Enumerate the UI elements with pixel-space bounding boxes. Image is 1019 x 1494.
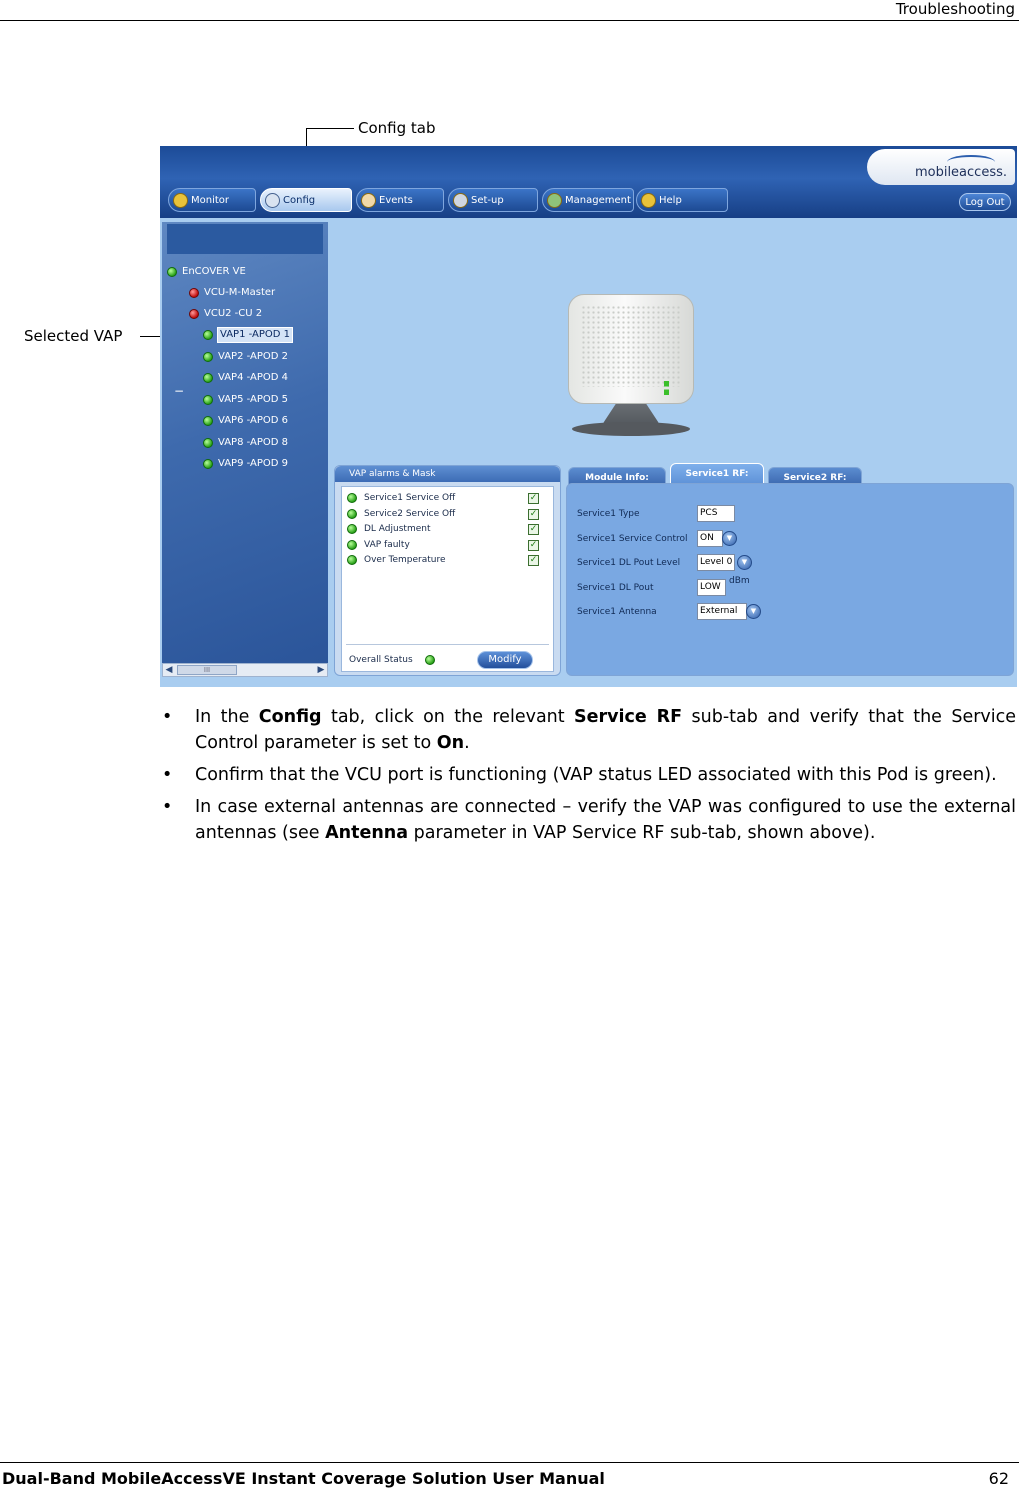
mobileaccess-logo bbox=[867, 149, 1015, 185]
subtab-service1-rf[interactable]: Service1 RF: bbox=[670, 463, 764, 487]
tree-node-vap1-selected[interactable]: VAP1 -APOD 1 bbox=[217, 327, 293, 343]
events-icon bbox=[361, 193, 376, 208]
device-vent-grid bbox=[581, 305, 681, 387]
config-callout-line bbox=[306, 128, 354, 129]
tab-management[interactable] bbox=[542, 188, 634, 212]
top-bar bbox=[160, 146, 1017, 218]
tree-header bbox=[167, 224, 323, 254]
footer-title: Dual-Band MobileAccessVE Instant Coverage Solution User Manual bbox=[2, 1469, 605, 1488]
alarm-mask-checkbox[interactable]: ✓ bbox=[529, 555, 538, 565]
status-led-icon bbox=[203, 395, 213, 405]
chevron-down-icon[interactable]: ▼ bbox=[722, 531, 737, 546]
tree-node-vap9[interactable]: VAP9 -APOD 9 bbox=[218, 458, 288, 469]
tab-setup-label: Set-up bbox=[471, 195, 504, 206]
overall-status-label: Overall Status bbox=[349, 655, 413, 665]
status-led-icon bbox=[203, 373, 213, 383]
overall-status-led-icon bbox=[425, 655, 435, 665]
tree-node-vcu-master[interactable]: VCU-M-Master bbox=[204, 287, 276, 298]
field-label: Service1 DL Pout bbox=[577, 583, 654, 593]
alarm-label: VAP faulty bbox=[364, 540, 410, 550]
scroll-left-icon[interactable]: ◀ bbox=[165, 665, 173, 675]
status-led-icon bbox=[203, 352, 213, 362]
tab-monitor-label: Monitor bbox=[191, 195, 230, 206]
bullet-item bbox=[160, 794, 1016, 846]
device-tree-panel bbox=[162, 222, 328, 675]
tab-events[interactable] bbox=[356, 188, 444, 212]
bullet-item bbox=[160, 762, 1016, 788]
dl-pout-field: LOW bbox=[697, 579, 726, 596]
tab-events-label: Events bbox=[379, 195, 413, 206]
help-icon bbox=[641, 193, 656, 208]
bullet-item bbox=[160, 704, 1016, 756]
status-led-icon bbox=[189, 288, 199, 298]
tab-monitor[interactable] bbox=[168, 188, 256, 212]
bullet-bold-config: Config bbox=[258, 707, 322, 727]
device-leds bbox=[664, 381, 669, 395]
tab-config-label: Config bbox=[283, 195, 316, 206]
bullet-icon: • bbox=[162, 707, 173, 727]
alarm-led-icon bbox=[347, 493, 357, 503]
tree-horizontal-scrollbar[interactable] bbox=[162, 663, 328, 677]
vap-alarms-title: VAP alarms & Mask bbox=[335, 466, 560, 482]
scroll-right-icon[interactable]: ▶ bbox=[317, 665, 325, 675]
tree-root[interactable]: EnCOVER VE bbox=[182, 266, 246, 277]
alarm-led-icon bbox=[347, 555, 357, 565]
tab-help[interactable] bbox=[636, 188, 728, 212]
bullet-bold-on: On bbox=[436, 733, 465, 753]
modify-button[interactable]: Modify bbox=[477, 651, 533, 669]
bullet-icon: • bbox=[162, 765, 173, 785]
alarm-label: DL Adjustment bbox=[364, 524, 431, 534]
logout-button[interactable]: Log Out bbox=[959, 193, 1011, 211]
dl-pout-level-select[interactable]: Level 0 bbox=[697, 554, 735, 571]
divider bbox=[346, 644, 549, 645]
management-icon bbox=[547, 193, 562, 208]
tree-node-vap4[interactable]: VAP4 -APOD 4 bbox=[218, 372, 288, 383]
bullet-text: sub-tab and verify that the Service Control parameter is set to bbox=[195, 707, 1017, 753]
subtab-module-info[interactable]: Module Info: bbox=[568, 467, 666, 487]
service1-rf-panel bbox=[566, 483, 1014, 676]
collapse-icon[interactable]: − bbox=[174, 384, 185, 398]
alarm-led-icon bbox=[347, 540, 357, 550]
logo-swoosh-icon bbox=[947, 155, 995, 169]
vap-device-image bbox=[568, 294, 694, 439]
alarm-label: Service1 Service Off bbox=[364, 493, 456, 503]
header-rule bbox=[0, 20, 1019, 21]
selected-vap-callout: Selected VAP bbox=[24, 327, 123, 345]
page-header-title: Troubleshooting bbox=[895, 0, 1015, 18]
bullet-text: In case external antennas are connected – verify the VAP was configured to use the external antennas (see bbox=[195, 797, 1016, 843]
tab-setup[interactable] bbox=[448, 188, 538, 212]
alarm-mask-checkbox[interactable]: ✓ bbox=[529, 524, 538, 534]
wand-icon bbox=[453, 193, 468, 208]
service-control-select[interactable]: ON bbox=[697, 530, 723, 547]
alarm-label: Over Temperature bbox=[364, 555, 446, 565]
bullet-text: In the bbox=[195, 707, 259, 727]
alarm-mask-checkbox[interactable]: ✓ bbox=[529, 509, 538, 519]
tree-node-vcu2[interactable]: VCU2 -CU 2 bbox=[204, 308, 263, 319]
field-label: Service1 DL Pout Level bbox=[577, 558, 681, 568]
tab-management-label: Management bbox=[565, 195, 631, 206]
page-number: 62 bbox=[988, 1469, 1009, 1488]
tree-node-vap5[interactable]: VAP5 -APOD 5 bbox=[218, 394, 288, 405]
app-screenshot bbox=[160, 146, 1017, 687]
service1-type-field[interactable]: PCS bbox=[697, 505, 735, 522]
status-led-icon bbox=[203, 438, 213, 448]
bullet-bold-service-rf: Service RF bbox=[574, 707, 683, 727]
status-led-icon bbox=[203, 330, 213, 340]
tree-node-vap2[interactable]: VAP2 -APOD 2 bbox=[218, 351, 288, 362]
status-led-icon bbox=[203, 459, 213, 469]
dbm-unit: dBm bbox=[729, 576, 750, 586]
bullet-icon: • bbox=[162, 797, 173, 817]
antenna-select[interactable]: External bbox=[697, 603, 747, 620]
tree-node-vap6[interactable]: VAP6 -APOD 6 bbox=[218, 415, 288, 426]
chevron-down-icon[interactable]: ▼ bbox=[746, 604, 761, 619]
field-label: Service1 Type bbox=[577, 509, 640, 519]
config-tab-callout: Config tab bbox=[358, 119, 436, 137]
monitor-icon bbox=[173, 193, 188, 208]
alarm-led-icon bbox=[347, 524, 357, 534]
vap-alarms-panel bbox=[334, 465, 561, 676]
alarm-mask-checkbox[interactable]: ✓ bbox=[529, 540, 538, 550]
tab-config[interactable] bbox=[260, 188, 352, 212]
scroll-thumb[interactable]: III bbox=[177, 665, 237, 675]
bullet-bold-antenna: Antenna bbox=[325, 823, 409, 843]
bullet-text: . bbox=[464, 733, 470, 753]
status-led-icon bbox=[203, 416, 213, 426]
alarm-label: Service2 Service Off bbox=[364, 509, 456, 519]
device-base bbox=[572, 422, 690, 436]
device-body bbox=[568, 294, 694, 404]
bullet-text: parameter in VAP Service RF sub-tab, shown above). bbox=[408, 823, 876, 843]
status-led-icon bbox=[167, 267, 177, 277]
bullet-text: Confirm that the VCU port is functioning (VAP status LED associated with this Pod is green). bbox=[195, 765, 997, 785]
field-label: Service1 Service Control bbox=[577, 534, 688, 544]
subtab-service2-rf[interactable]: Service2 RF: bbox=[768, 467, 862, 487]
vap-alarms-list bbox=[341, 486, 554, 672]
instructions-list bbox=[160, 704, 1016, 852]
alarm-led-icon bbox=[347, 509, 357, 519]
bullet-text: tab, click on the relevant bbox=[321, 707, 575, 727]
status-led-icon bbox=[189, 309, 199, 319]
field-label: Service1 Antenna bbox=[577, 607, 657, 617]
tree-node-vap8[interactable]: VAP8 -APOD 8 bbox=[218, 437, 288, 448]
tab-help-label: Help bbox=[659, 195, 682, 206]
chevron-down-icon[interactable]: ▼ bbox=[737, 555, 752, 570]
alarm-mask-checkbox[interactable]: ✓ bbox=[529, 493, 538, 503]
wrench-icon bbox=[265, 193, 280, 208]
footer-rule bbox=[0, 1462, 1019, 1463]
logo-text: mobileaccess. bbox=[914, 165, 1007, 180]
